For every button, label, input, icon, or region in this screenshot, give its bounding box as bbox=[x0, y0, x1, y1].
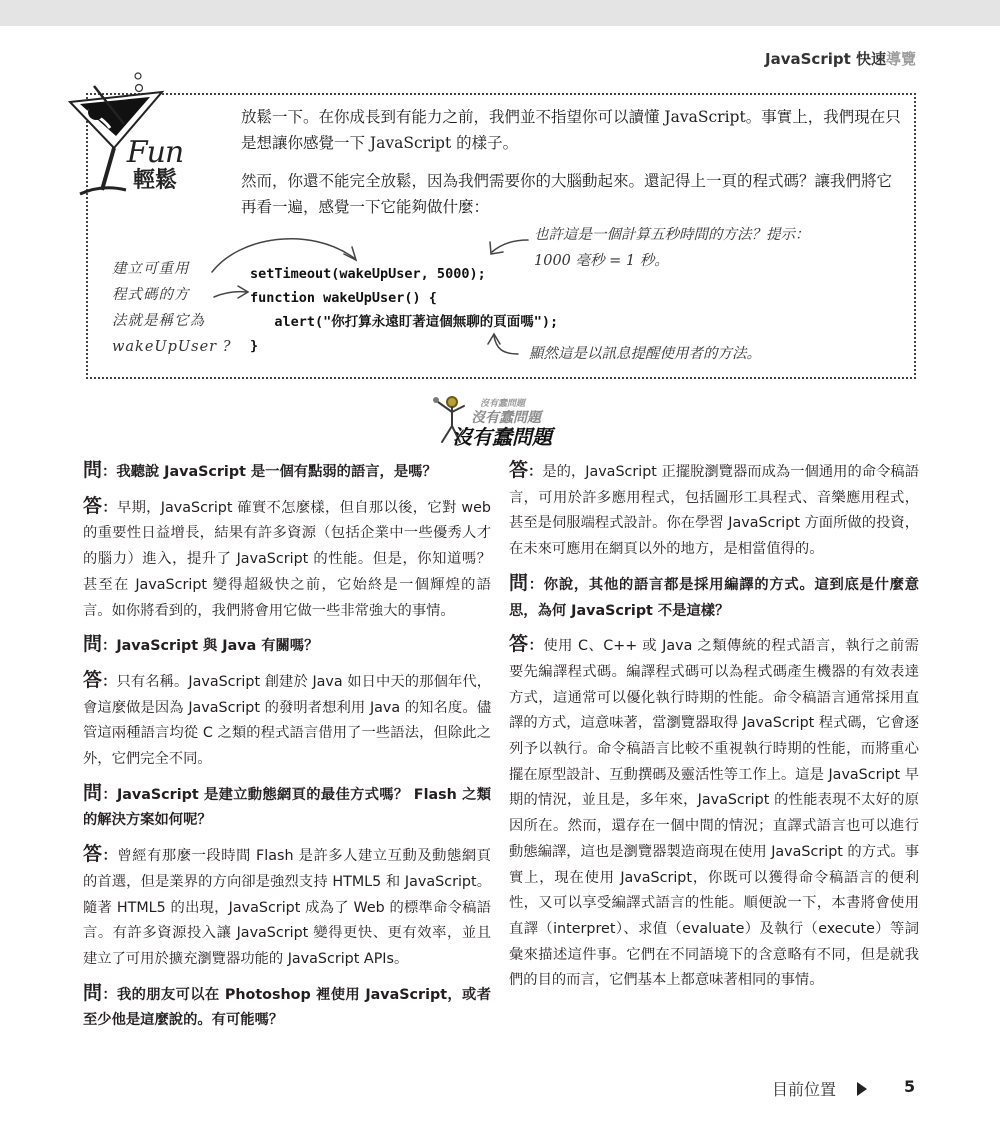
answer-text: 早期，JavaScript 確實不怎麼樣，但自那以後，它對 web 的重要性日益增長，結果有許多資源（包括企業中一些優秀人才的腦力）進入，提升了 JavaScript 的性能。但是，你知道嗎？甚至在 JavaScript 變得超級快之前，它始終是一個輝煌的語言。如你將看到的，我們將會用它做一些非常強大的事情。 bbox=[83, 499, 491, 619]
annotation-line: 程式碼的方 bbox=[112, 287, 190, 303]
answer bbox=[509, 632, 919, 994]
annotation-bottom: 顯然這是以訊息提醒使用者的方法。 bbox=[529, 346, 761, 362]
question-text: 我的朋友可以在 Photoshop 裡使用 JavaScript，或者至少他是這麼說的。有可能嗎？ bbox=[83, 986, 491, 1029]
right-column bbox=[509, 458, 919, 1002]
answer-text: 只有名稱。JavaScript 創建於 Java 如日中天的那個年代，會這麼做是因為 JavaScript 的發明者想利用 Java 的知名度。儘管這兩種語言均從 C 之類的程式語言借用了一些語法，但除此之外，它們完全不同。 bbox=[83, 673, 492, 768]
separator: ： bbox=[528, 464, 543, 480]
separator: ： bbox=[102, 986, 118, 1003]
question-mark: 問 bbox=[83, 781, 103, 804]
question-mark: 問 bbox=[509, 571, 529, 594]
question-text: JavaScript 與 Java 有關嗎？ bbox=[116, 638, 319, 655]
running-title-prefix: JavaScript 快速 bbox=[765, 50, 886, 68]
annotation-top bbox=[534, 222, 894, 274]
answer-mark: 答 bbox=[83, 668, 103, 691]
question-mark: 問 bbox=[83, 459, 103, 481]
answer-mark: 答 bbox=[83, 843, 103, 866]
fun-paragraph: 然而，你還不能完全放鬆，因為我們需要你的大腦動起來。還記得上一頁的程式碼？讓我們將它再看一遍，感覺一下它能夠做什麼： bbox=[241, 172, 893, 216]
annotation-left bbox=[112, 256, 232, 360]
annotation-line: 建立可重用 bbox=[112, 261, 190, 277]
fun-title-en: Fun bbox=[126, 135, 184, 170]
banner-line-large: 沒有蠢問題 bbox=[452, 425, 552, 449]
banner-line-medium: 沒有蠢問題 bbox=[471, 410, 541, 426]
answer-mark: 答 bbox=[509, 459, 529, 481]
answer-mark: 答 bbox=[83, 494, 103, 517]
separator: ： bbox=[102, 464, 117, 480]
question-text: JavaScript 是建立動態網頁的最佳方式嗎？ Flash 之類的解決方案如何呢？ bbox=[83, 786, 492, 829]
question-text: 你說，其他的語言都是採用編譯的方式。這到底是什麼意思，為何 JavaScript 不是這樣？ bbox=[509, 576, 919, 619]
answer bbox=[509, 458, 919, 563]
code-line: alert("你打算永遠盯著這個無聊的頁面嗎"); bbox=[250, 314, 559, 330]
separator: ： bbox=[528, 576, 544, 593]
banner-line-small: 沒有蠢問題 bbox=[480, 399, 526, 409]
answer-text: 使用 C、C++ 或 Java 之類傳統的程式語言，執行之前需要先編譯程式碼。編譯程式碼可以為程式碼產生機器的有效表達方式，這通常可以優化執行時期的性能。命令稿語言通常採用直譯的方式，這意味著，當瀏覽器取得 JavaScript 程式碼，它會逐列予以執行。命令稿語言比較不重視執行時期的性能，而將重心擺在原型設計、互動撰碼及靈活性等工作上。這是 JavaScript 早期的情況，並且是，多年來，JavaScript 的性能表現不太好的原因所在。然而，還存在一個中間的情況；直譯式語言也可以進行動態編譯，這也是瀏覽器製造商現在使用 JavaScript 的方式。事實上，現在使用 JavaScript，你既可以獲得命令稿語言的便利性，又可以享受編譯式語言的性能。順便說一下，本書將會使用直譯（interpret）、求值（evaluate）及執行（execute）等詞彙來描述這件事。它們在不同語境下的含意略有不同，但是就我們的目的而言，它們基本上都意味著相同的事情。 bbox=[509, 638, 919, 989]
question-text: 我聽說 JavaScript 是一個有點弱的語言，是嗎？ bbox=[116, 464, 437, 480]
running-header bbox=[765, 48, 916, 69]
code-line: function wakeUpUser() { bbox=[250, 290, 437, 306]
separator: ： bbox=[528, 638, 544, 655]
fun-title-zh: 輕鬆 bbox=[132, 167, 177, 193]
separator: ： bbox=[102, 499, 117, 516]
separator: ： bbox=[102, 786, 117, 803]
annotation-line: 法就是稱它為 bbox=[112, 313, 205, 329]
fun-paragraph: 放鬆一下。在你成長到有能力之前，我們並不指望你可以讀懂 JavaScript。事實上，我們現在只是想讓你感覺一下 JavaScript 的樣子。 bbox=[241, 108, 901, 152]
answer bbox=[83, 668, 491, 773]
question bbox=[83, 632, 491, 660]
fun-title bbox=[120, 135, 190, 193]
question bbox=[83, 981, 491, 1034]
fun-intro-text bbox=[241, 104, 903, 232]
answer-text: 曾經有那麼一段時間 Flash 是許多人建立互動及動態網頁的首選，但是業界的方向卻是強烈支持 HTML5 和 JavaScript。隨著 HTML5 的出現，JavaScript 成為了 Web 的標準命令稿語言。有許多資源投入讓 JavaScript 變得更快、更有效率，並且建立了可用於擴充瀏覽器功能的 JavaScript APIs。 bbox=[83, 848, 491, 967]
answer bbox=[83, 494, 491, 625]
annotation-line: wakeUpUser ? bbox=[112, 339, 232, 355]
answer-mark: 答 bbox=[509, 633, 529, 656]
question bbox=[509, 571, 919, 624]
code-block bbox=[250, 262, 558, 358]
triangle-right-icon bbox=[856, 1081, 868, 1097]
separator: ： bbox=[102, 638, 117, 655]
code-line: setTimeout(wakeUpUser, 5000); bbox=[250, 266, 486, 282]
answer-text: 是的，JavaScript 正擺脫瀏覽器而成為一個通用的命令稿語言，可用於許多應用程式，包括圖形工具程式、音樂應用程式，甚至是伺服端程式設計。你在學習 JavaScript 方面所做的投資，在未來可應用在網頁以外的地方，是相當值得的。 bbox=[509, 464, 919, 558]
footer-label: 目前位置 bbox=[772, 1080, 837, 1099]
question bbox=[83, 458, 491, 486]
question-mark: 問 bbox=[83, 981, 103, 1004]
annotation-line: 1000 毫秒 = 1 秒。 bbox=[534, 253, 669, 269]
annotation-line: 也許這是一個計算五秒時間的方法？提示： bbox=[534, 227, 810, 243]
top-band bbox=[0, 0, 1000, 26]
running-title-highlight: 導覽 bbox=[885, 50, 916, 68]
code-line: } bbox=[250, 338, 259, 354]
separator: ： bbox=[102, 673, 117, 690]
question-mark: 問 bbox=[83, 633, 103, 656]
separator: ： bbox=[102, 848, 118, 865]
answer bbox=[83, 842, 491, 973]
page-number: 5 bbox=[904, 1077, 916, 1096]
question bbox=[83, 781, 491, 834]
left-column bbox=[83, 458, 491, 1042]
